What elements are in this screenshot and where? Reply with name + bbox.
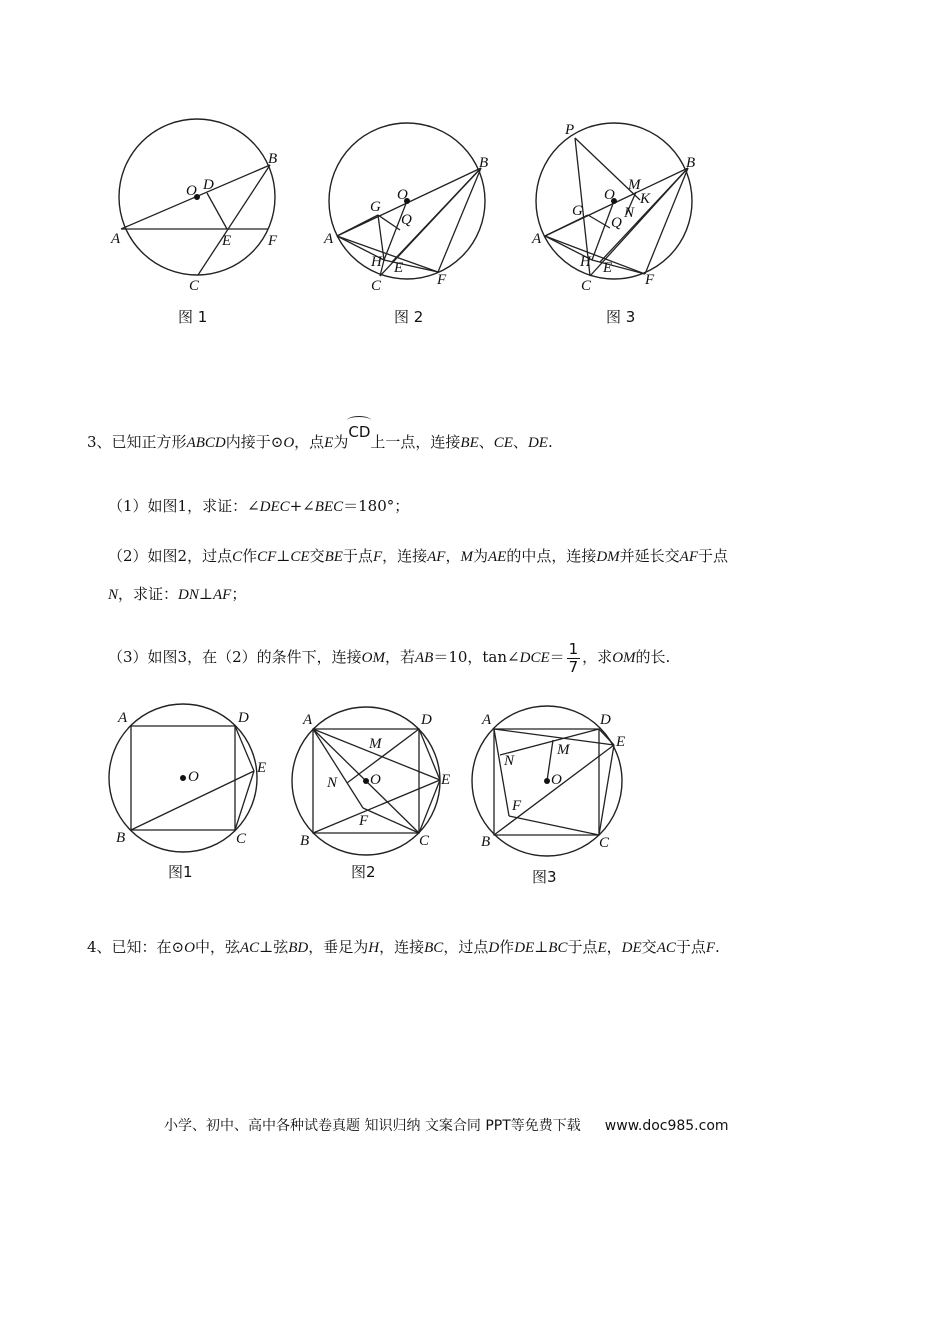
label-c: C [599, 835, 610, 851]
label-e: E [257, 760, 267, 776]
text: 、 [512, 433, 528, 451]
var: AC [239, 940, 260, 956]
label-p: P [565, 122, 575, 138]
text: ⊥ [198, 585, 213, 603]
text: 于点 [567, 938, 598, 956]
label-d: D [600, 712, 611, 728]
segment-bf [438, 168, 481, 272]
text: 已知：在⊙ [111, 938, 185, 956]
text: 作 [242, 547, 258, 565]
segment-af [313, 729, 363, 808]
var: DE [621, 940, 642, 956]
label-d: D [203, 177, 214, 193]
text: ，过点 [443, 938, 489, 956]
label-g: G [572, 203, 583, 219]
text: 中，弦 [194, 938, 240, 956]
caption: 图3 [532, 868, 557, 886]
var: DE [514, 940, 535, 956]
label-f: F [268, 233, 278, 249]
text: 于点 [698, 547, 729, 565]
segment-cf [363, 808, 419, 833]
square-figure-1 [100, 700, 280, 890]
caption: 图 2 [394, 308, 424, 326]
text: ，若 [384, 648, 415, 666]
problem-3-part-1 [108, 496, 409, 517]
text: 作 [499, 938, 515, 956]
var: AC [656, 940, 676, 956]
problem-3-part-2 [108, 546, 728, 567]
label-d: D [421, 712, 432, 728]
numerator: 1 [568, 639, 579, 658]
text: +∠ [289, 497, 315, 515]
label-o: O [604, 187, 615, 203]
text: ，连接 [379, 938, 425, 956]
label-b: B [481, 834, 491, 850]
text: ＝180°； [343, 497, 410, 515]
text: 为 [333, 433, 349, 451]
label-c: C [371, 278, 382, 294]
label-h: H [580, 254, 591, 270]
label-o: O [370, 772, 381, 788]
var: C [232, 549, 243, 565]
center-dot [180, 775, 186, 781]
var: BEC [314, 499, 344, 515]
var: O [184, 940, 195, 956]
fraction [567, 641, 581, 676]
var: N [108, 587, 119, 603]
label-a: A [303, 712, 313, 728]
label-n: N [624, 205, 635, 221]
label-o: O [397, 187, 408, 203]
text: ， [606, 938, 622, 956]
var: F [372, 549, 383, 565]
text: ，求 [582, 648, 613, 666]
var: OM [612, 650, 636, 666]
segment-ag [337, 215, 378, 236]
text: ，求证： [118, 585, 179, 603]
problem-number: 3、 [87, 433, 112, 451]
var: OM [361, 650, 385, 666]
text: ⊥ [534, 938, 549, 956]
top-figure-3 [525, 110, 705, 330]
label-m: M [628, 177, 641, 193]
label-n: N [504, 753, 515, 769]
problem-3-stem [87, 423, 553, 453]
problem-3-part-3 [108, 638, 670, 677]
text: 于点 [675, 938, 706, 956]
segment-af [545, 236, 645, 274]
problem-number: 4、 [87, 938, 112, 956]
label-b: B [300, 833, 310, 849]
text: ，点 [294, 433, 325, 451]
var: DE [527, 435, 548, 451]
var: AB [414, 650, 434, 666]
caption: 图1 [168, 863, 193, 881]
text: 于点 [342, 547, 373, 565]
center-dot [544, 778, 550, 784]
footer-text: 小学、初中、高中各种试卷真题 知识归纳 文案合同 PPT等免费下载 [164, 1118, 581, 1134]
label-k: K [640, 191, 651, 207]
var: CE [493, 435, 513, 451]
arc-cd: CD [348, 423, 371, 441]
label-o: O [186, 183, 197, 199]
segment-ce [599, 745, 614, 835]
var: AE [487, 549, 507, 565]
var: BC [424, 940, 444, 956]
label-b: B [116, 830, 126, 846]
label-o: O [188, 769, 199, 785]
segment-de [207, 193, 227, 229]
var: CE [290, 549, 310, 565]
var: AF [679, 549, 698, 565]
text: . [547, 433, 553, 451]
text: ， [445, 547, 461, 565]
var: E [597, 940, 607, 956]
var: H [368, 940, 380, 956]
top-figure-2 [320, 110, 500, 330]
footer [164, 1115, 729, 1135]
label-f: F [512, 798, 522, 814]
text: ； [231, 585, 247, 603]
label-e: E [394, 260, 404, 276]
denominator: 7 [568, 657, 579, 676]
problem-3-part-2-line-2 [108, 584, 246, 605]
text: . [715, 938, 720, 956]
text: （1）如图1，求证：∠ [108, 497, 260, 515]
text: ⊥弦 [259, 938, 289, 956]
text: ＝10，tan∠ [433, 648, 520, 666]
segment-dn [347, 729, 419, 783]
caption: 图 3 [606, 308, 636, 326]
label-b: B [686, 155, 696, 171]
segment-af [494, 729, 509, 816]
square-figure-3 [470, 700, 640, 890]
var: E [324, 435, 334, 451]
text: （2）如图2，过点 [108, 547, 233, 565]
text: ，垂足为 [308, 938, 369, 956]
problem-4-stem [87, 937, 720, 958]
label-e: E [441, 772, 451, 788]
segment-dn [500, 729, 599, 755]
label-q: Q [611, 215, 622, 231]
label-b: B [268, 151, 278, 167]
label-e: E [603, 260, 613, 276]
label-f: F [645, 272, 655, 288]
label-c: C [419, 833, 430, 849]
text: 交 [641, 938, 657, 956]
label-d: D [238, 710, 249, 726]
text: 上一点，连接 [370, 433, 461, 451]
label-m: M [557, 742, 570, 758]
var: BE [460, 435, 479, 451]
segment-ce [235, 771, 254, 830]
center-dot [363, 778, 369, 784]
label-c: C [236, 831, 247, 847]
text: 为 [472, 547, 488, 565]
var: BD [288, 940, 309, 956]
var: AF [427, 549, 446, 565]
square-figure-2 [285, 700, 465, 890]
var: DN [178, 587, 199, 603]
label-h: H [371, 254, 382, 270]
text: 并延长交 [619, 547, 680, 565]
text: ＝ [549, 648, 565, 666]
text: 交 [309, 547, 325, 565]
text: （3）如图3，在（2）的条件下，连接 [108, 648, 362, 666]
var: BE [324, 549, 343, 565]
label-n: N [327, 775, 338, 791]
label-e: E [616, 734, 626, 750]
footer-url[interactable]: www.doc985.com [604, 1118, 729, 1134]
label-c: C [189, 278, 200, 294]
label-a: A [324, 231, 334, 247]
label-g: G [370, 199, 381, 215]
segment-ae [494, 729, 614, 745]
text: 内接于⊙ [225, 433, 284, 451]
caption: 图2 [351, 863, 376, 881]
segment-hf [592, 260, 645, 274]
segment-cf [509, 816, 599, 835]
var: ABCD [186, 435, 226, 451]
label-e: E [222, 233, 232, 249]
var: D [488, 940, 500, 956]
var: DM [596, 549, 620, 565]
label-a: A [482, 712, 492, 728]
segment-af [337, 236, 438, 272]
label-a: A [111, 231, 121, 247]
var: F [705, 940, 716, 956]
segment-de [599, 729, 614, 745]
label-a: A [532, 231, 542, 247]
label-a: A [118, 710, 128, 726]
var: M [460, 549, 473, 565]
label-b: B [479, 155, 489, 171]
var: DCE [519, 650, 550, 666]
caption: 图 1 [178, 308, 208, 326]
text: 、 [478, 433, 494, 451]
var: BC [548, 940, 568, 956]
text: 已知正方形 [111, 433, 187, 451]
label-c: C [581, 278, 592, 294]
label-o: O [551, 772, 562, 788]
var: O [283, 435, 295, 451]
top-figure-1 [105, 110, 305, 330]
text: ，连接 [382, 547, 428, 565]
var: AF [212, 587, 232, 603]
label-q: Q [401, 212, 412, 228]
var: DEC [259, 499, 290, 515]
text: 的中点，连接 [506, 547, 597, 565]
var: CF [257, 549, 277, 565]
label-m: M [369, 736, 382, 752]
label-f: F [359, 813, 369, 829]
text: 的长. [635, 648, 671, 666]
label-f: F [437, 272, 447, 288]
text: ⊥ [276, 547, 291, 565]
